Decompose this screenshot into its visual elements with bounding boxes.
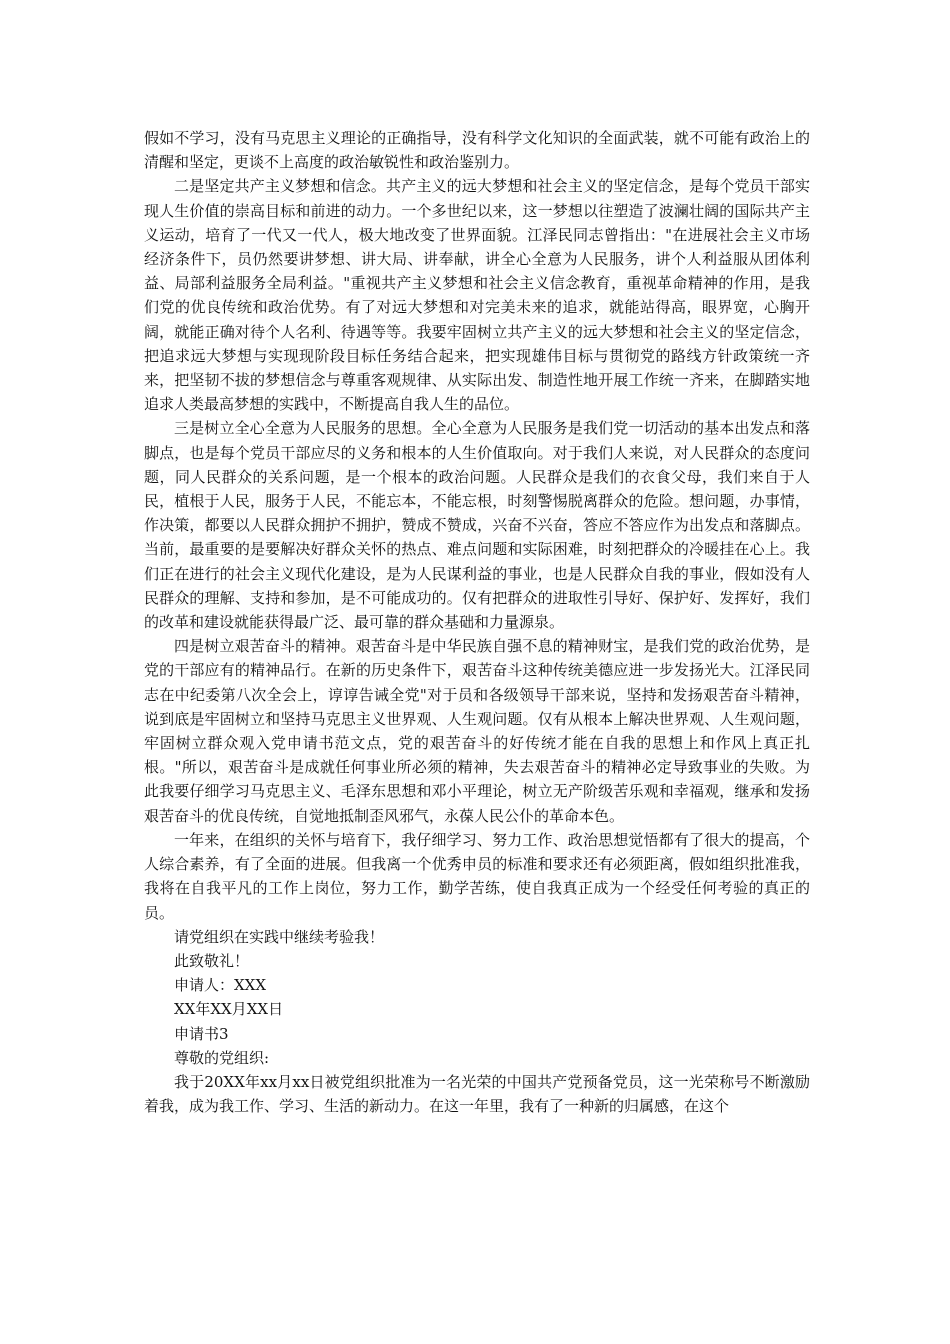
paragraph-ideals-and-beliefs: 二是坚定共产主义梦想和信念。共产主义的远大梦想和社会主义的坚定信念，是每个党员干部实现人生价值的崇高目标和前进的动力。一个多世纪以来，这一梦想以往塑造了波澜壮阔的国际共产主义运动，培育了一代又一代人，极大地改变了世界面貌。江泽民同志曾指出："在进展社会主义市场经济条件下，员仍然要讲梦想、讲大局、讲奉献，讲全心全意为人民服务，讲个人利益服从团体利益、局部利益服务全局利益。"重视共产主义梦想和社会主义信念教育，重视革命精神的作用，是我们党的优良传统和政治优势。有了对远大梦想和对完美未来的追求，就能站得高，眼界宽，心胸开阔，就能正确对待个人名利、待遇等等。我要牢固树立共产主义的远大梦想和社会主义的坚定信念，把追求远大梦想与实现现阶段目标任务结合起来，把实现雄伟目标与贯彻党的路线方针政策统一齐来，把坚韧不拔的梦想信念与尊重客观规律、从实际出发、制造性地开展工作统一齐来，在脚踏实地追求人类最高梦想的实践中，不断提高自我人生的品位。: [144, 177, 810, 414]
closing-salutation: 此致敬礼！: [174, 951, 250, 970]
document-page: [144, 126, 810, 1118]
paragraph-probationary-member: 我于20XX年xx月xx日被党组织批准为一名光荣的中国共产党预备党员，这一光荣称号不断激励着我，成为我工作、学习、生活的新动力。在这一年里，我有了一种新的归属感，在这个: [144, 1072, 810, 1116]
paragraph-serve-the-people: 三是树立全心全意为人民服务的思想。全心全意为人民服务是我们党一切活动的基本出发点和落脚点，也是每个党员干部应尽的义务和根本的人生价值取向。对于我们人来说，对人民群众的态度问题，同人民群众的关系问题，是一个根本的政治问题。人民群众是我们的衣食父母，我们来自于人民，植根于人民，服务于人民，不能忘本，不能忘根，时刻警惕脱离群众的危险。想问题，办事情，作决策，都要以人民群众拥护不拥护，赞成不赞成，兴奋不兴奋，答应不答应作为出发点和落脚点。当前，最重要的是要解决好群众关怀的热点、难点问题和实际困难，时刻把群众的冷暖挂在心上。我们正在进行的社会主义现代化建设，是为人民谋利益的事业，也是人民群众自我的事业，假如没有人民群众的理解、支持和参加，是不可能成功的。仅有把群众的进取性引导好、保护好、发挥好，我们的改革和建设就能获得最广泛、最可靠的群众基础和力量源泉。: [144, 419, 810, 632]
letter-greeting: 尊敬的党组织:: [174, 1048, 270, 1067]
paragraph-year-summary: 一年来，在组织的关怀与培育下，我仔细学习、努力工作、政治思想觉悟都有了很大的提高，个人综合素养，有了全面的进展。但我离一个优秀申员的标准和要求还有必须距离，假如组织批准我，我将在自我平凡的工作上岗位，努力工作，勤学苦练，使自我真正成为一个经受任何考验的真正的员。: [144, 830, 810, 922]
paragraph-continuation: 假如不学习，没有马克思主义理论的正确指导，没有科学文化知识的全面武装，就不可能有政治上的清醒和坚定，更谈不上高度的政治敏锐性和政治鉴别力。: [144, 129, 810, 172]
paragraph-request-continued-test: 请党组织在实践中继续考验我！: [174, 927, 385, 946]
paragraph-hard-work-spirit: 四是树立艰苦奋斗的精神。艰苦奋斗是中华民族自强不息的精神财宝，是我们党的政治优势，是党的干部应有的精神品行。在新的历史条件下，艰苦奋斗这种传统美德应进一步发扬光大。江泽民同志在中纪委第八次全会上，谆谆告诫全党"对于员和各级领导干部来说，坚持和发扬艰苦奋斗精神，说到底是牢固树立和坚持马克思主义世界观、人生观问题。仅有从根本上解决世界观、人生观问题，牢固树立群众观入党申请书范文点，党的艰苦奋斗的好传统才能在自我的思想上和作风上真正扎根。"所以，艰苦奋斗是成就任何事业所必须的精神，失去艰苦奋斗的精神必定导致事业的失败。为此我要仔细学习马克思主义、毛泽东思想和邓小平理论，树立无产阶级苦乐观和幸福观，继承和发扬艰苦奋斗的优良传统，自觉地抵制歪风邪气，永葆人民公仆的革命本色。: [144, 637, 810, 825]
application-date: XX年XX月XX日: [174, 1000, 284, 1019]
section-heading-application-3: 申请书3: [174, 1024, 229, 1043]
applicant-signature: 申请人：XXX: [174, 976, 267, 995]
